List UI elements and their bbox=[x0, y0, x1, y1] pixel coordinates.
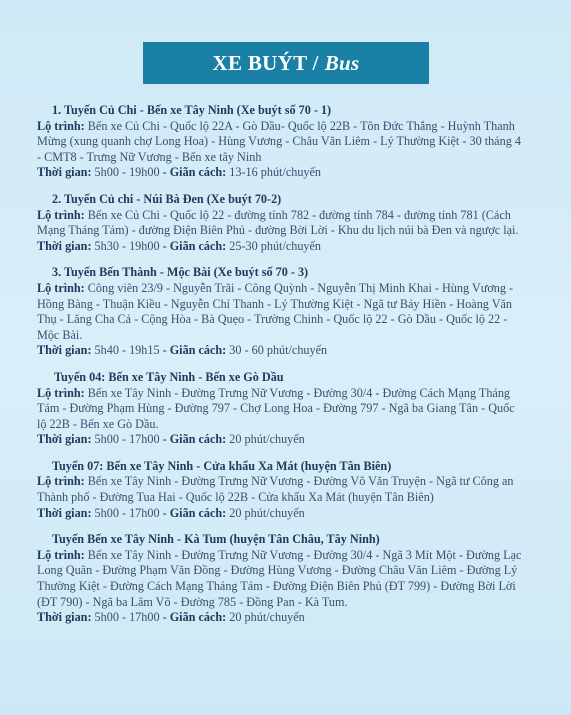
route-time-line: Thời gian: 5h00 - 17h00 - Giãn cách: 20 phút/chuyến bbox=[37, 505, 305, 520]
route-time: 5h00 - 19h00 bbox=[94, 165, 160, 180]
route-item bbox=[37, 370, 527, 448]
route-interval: 20 phút/chuyến bbox=[229, 505, 305, 520]
route-path-line bbox=[37, 386, 527, 433]
route-title: Tuyến 07: Bến xe Tây Ninh - Cửa khẩu Xa Mát (huyện Tân Biên) bbox=[52, 458, 392, 473]
interval-label: Giãn cách: bbox=[169, 343, 227, 358]
route-item bbox=[37, 459, 527, 521]
title-banner bbox=[143, 42, 429, 84]
route-path-line bbox=[37, 208, 527, 239]
route-path-label: Lộ trình: bbox=[37, 118, 85, 133]
route-title: 1. Tuyến Củ Chi - Bến xe Tây Ninh (Xe buýt số 70 - 1) bbox=[52, 103, 332, 117]
route-path-line bbox=[37, 548, 527, 610]
route-title: Tuyến Bến xe Tây Ninh - Kà Tum (huyện Tân Châu, Tây Ninh) bbox=[52, 532, 380, 547]
route-interval: 30 - 60 phút/chuyến bbox=[229, 343, 328, 358]
route-path-line bbox=[37, 474, 527, 505]
route-time-line: Thời gian: 5h00 - 17h00 - Giãn cách: 20 phút/chuyến bbox=[37, 610, 305, 625]
route-path-label: Lộ trình: bbox=[37, 280, 85, 295]
time-label: Thời gian: bbox=[37, 610, 92, 625]
route-time: 5h30 - 19h00 bbox=[94, 238, 160, 253]
route-interval: 20 phút/chuyến bbox=[229, 610, 305, 625]
route-path: Bến xe Tây Ninh - Đường Trưng Nữ Vương - Đường 30/4 - Đường Cách Mạng Tháng Tám - Đường Phạm Hùng - Đường 797 - Chợ Long Hoa - Đường 797 - Ngã ba Giang Tân - Quốc lộ 22B - Bến xe Gò Dầu. bbox=[37, 385, 515, 431]
route-path: Bến xe Tây Ninh - Đường Trưng Nữ Vương - Đường 30/4 - Ngã 3 Mít Một - Đường Lạc Long Quân - Đường Phạm Văn Đồng - Đường Hùng Vương - Đường Châu Văn Liêm - Đường Lý Thường Kiệt - Đường Cách Mạng Tháng Tám - Đường Điện Biên Phủ (ĐT 799) - Đường Bời Lời (ĐT 790) - Ngã ba Lâm Võ - Đường 785 - Đồng Pan - Kà Tum. bbox=[37, 547, 522, 609]
route-interval: 13-16 phút/chuyến bbox=[229, 165, 322, 180]
route-path-line bbox=[37, 119, 527, 166]
route-time-line: Thời gian: 5h40 - 19h15 - Giãn cách: 30 - 60 phút/chuyến bbox=[37, 343, 328, 358]
route-item bbox=[37, 192, 527, 254]
route-path: Bến xe Củ Chi - Quốc lộ 22 - đường tỉnh 782 - đường tỉnh 784 - đường tỉnh 781 (Cách Mạng Tháng Tám) - đường Điện Biên Phủ - đường Bời Lời - Khu du lịch núi bà Đen và ngược lại. bbox=[37, 207, 519, 238]
route-path-line bbox=[37, 281, 527, 343]
route-path-label: Lộ trình: bbox=[37, 547, 85, 562]
route-path: Bến xe Củ Chi - Quốc lộ 22A - Gò Dầu- Quốc lộ 22B - Tôn Đức Thắng - Huỳnh Thanh Mừng (xung quanh chợ Long Hoa) - Hùng Vương - Châu Văn Liêm - Lý Thường Kiệt - 30 tháng 4 - CMT8 - Trưng Nữ Vương - Bến xe tây Ninh bbox=[37, 118, 521, 164]
interval-label: Giãn cách: bbox=[169, 432, 227, 447]
time-label: Thời gian: bbox=[37, 343, 92, 358]
interval-label: Giãn cách: bbox=[169, 238, 227, 253]
route-title: 3. Tuyến Bến Thành - Mộc Bài (Xe buýt số 70 - 3) bbox=[52, 265, 309, 280]
time-label: Thời gian: bbox=[37, 238, 92, 253]
route-time-line: Thời gian: 5h30 - 19h00 - Giãn cách: 25-30 phút/chuyến bbox=[37, 238, 322, 253]
route-list bbox=[37, 103, 527, 637]
route-time: 5h00 - 17h00 bbox=[94, 610, 160, 625]
route-item bbox=[37, 532, 527, 626]
route-path: Bến xe Tây Ninh - Đường Trưng Nữ Vương - Đường Võ Văn Truyện - Ngã tư Công an Thành phố - Đường Tua Hai - Quốc lộ 22B - Cửa khẩu Xa Mát (huyện Tân Biên) bbox=[37, 474, 514, 505]
route-time: 5h00 - 17h00 bbox=[94, 505, 160, 520]
route-time-line: Thời gian: 5h00 - 17h00 - Giãn cách: 20 phút/chuyến bbox=[37, 432, 305, 447]
route-interval: 25-30 phút/chuyến bbox=[229, 238, 322, 253]
route-item bbox=[37, 103, 527, 181]
route-item bbox=[37, 265, 527, 359]
route-path-label: Lộ trình: bbox=[37, 385, 85, 400]
route-time: 5h40 - 19h15 bbox=[94, 343, 160, 358]
time-label: Thời gian: bbox=[37, 165, 92, 180]
title-vietnamese: XE BUÝT / bbox=[212, 50, 319, 75]
interval-label: Giãn cách: bbox=[169, 505, 227, 520]
time-label: Thời gian: bbox=[37, 505, 92, 520]
title-english: Bus bbox=[324, 50, 360, 75]
route-path-label: Lộ trình: bbox=[37, 207, 85, 222]
route-time-line: Thời gian: 5h00 - 19h00 - Giãn cách: 13-16 phút/chuyến bbox=[37, 165, 322, 180]
route-time: 5h00 - 17h00 bbox=[94, 432, 160, 447]
route-path: Công viên 23/9 - Nguyễn Trãi - Công Quỳnh - Nguyễn Thị Minh Khai - Hùng Vương - Hồng Bàng - Thuận Kiều - Nguyễn Chí Thanh - Lý Thường Kiệt - Ngã tư Bảy Hiền - Hoàng Văn Thụ - Lăng Cha Cả - Cộng Hòa - Bà Quẹo - Trường Chinh - Quốc lộ 22 - Gò Dầu - Quốc lộ 22 - Mộc Bài. bbox=[37, 280, 514, 342]
interval-label: Giãn cách: bbox=[169, 165, 227, 180]
time-label: Thời gian: bbox=[37, 432, 92, 447]
route-interval: 20 phút/chuyến bbox=[229, 432, 305, 447]
route-title: 2. Tuyến Củ chi - Núi Bà Đen (Xe buýt 70-2) bbox=[52, 191, 282, 206]
interval-label: Giãn cách: bbox=[169, 610, 227, 625]
route-path-label: Lộ trình: bbox=[37, 474, 85, 489]
route-title: Tuyến 04: Bến xe Tây Ninh - Bến xe Gò Dầu bbox=[54, 369, 284, 384]
